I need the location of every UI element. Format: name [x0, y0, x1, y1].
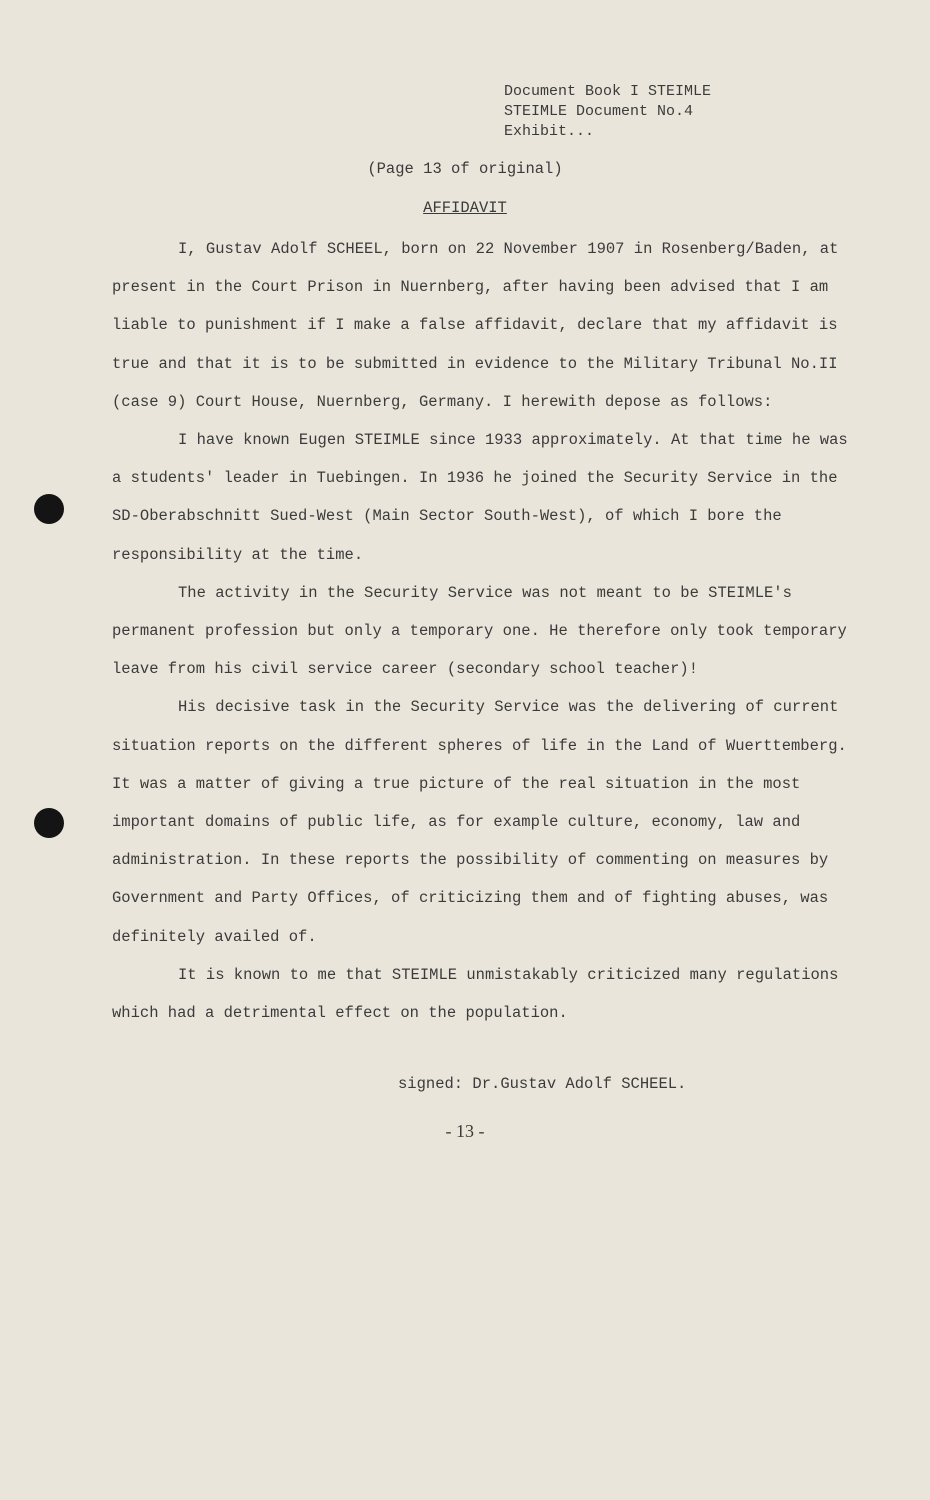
punch-hole-top: [34, 494, 64, 524]
header-line-document: STEIMLE Document No.4: [504, 103, 694, 120]
page-number: - 13 -: [445, 1121, 485, 1141]
document-header: [504, 82, 711, 142]
punch-hole-bottom: [34, 808, 64, 838]
header-line-book: Document Book I STEIMLE: [504, 83, 712, 100]
paragraph-acquaintance: I have known Eugen STEIMLE since 1933 approximately. At that time he was a students' leader in Tuebingen. In 1936 he joined the Security Service in the SD-Oberabschnitt Sued-West (Main Sector South-West), of which I bore the responsibility at the time.: [112, 431, 848, 564]
signature-line: signed: Dr.Gustav Adolf SCHEEL.: [398, 1075, 687, 1093]
original-page-note: (Page 13 of original): [367, 160, 563, 178]
document-title: [0, 199, 930, 217]
paragraph-task: His decisive task in the Security Service was the delivering of current situation reports on the different spheres of life in the Land of Wuerttemberg. It was a matter of giving a true picture of the real situation in the most important domains of public life, as for example culture, economy, law and administration. In these reports the possibility of commenting on measures by Government and Party Offices, of criticizing them and of fighting abuses, was definitely availed of.: [112, 698, 847, 946]
paragraph-criticism: It is known to me that STEIMLE unmistakably criticized many regulations which had a detrimental effect on the population.: [112, 965, 839, 1023]
paragraph-declaration: I, Gustav Adolf SCHEEL, born on 22 November 1907 in Rosenberg/Baden, at present in the Court Prison in Nuernberg, after having been advised that I am liable to punishment if I make a false affidavit, declare that my affidavit is true and that it is to be submitted in evidence to the Military Tribunal No.II (case 9) Court House, Nuernberg, Germany. I herewith depose as follows:: [112, 240, 839, 411]
paragraph-activity: The activity in the Security Service was not meant to be STEIMLE's permanent profession but only a temporary one. He therefore only took temporary leave from his civil service career (secondary school teacher)!: [112, 583, 847, 679]
document-title-text: AFFIDAVIT: [423, 199, 507, 217]
affidavit-body: [112, 230, 850, 1032]
header-line-exhibit: Exhibit...: [504, 123, 595, 140]
